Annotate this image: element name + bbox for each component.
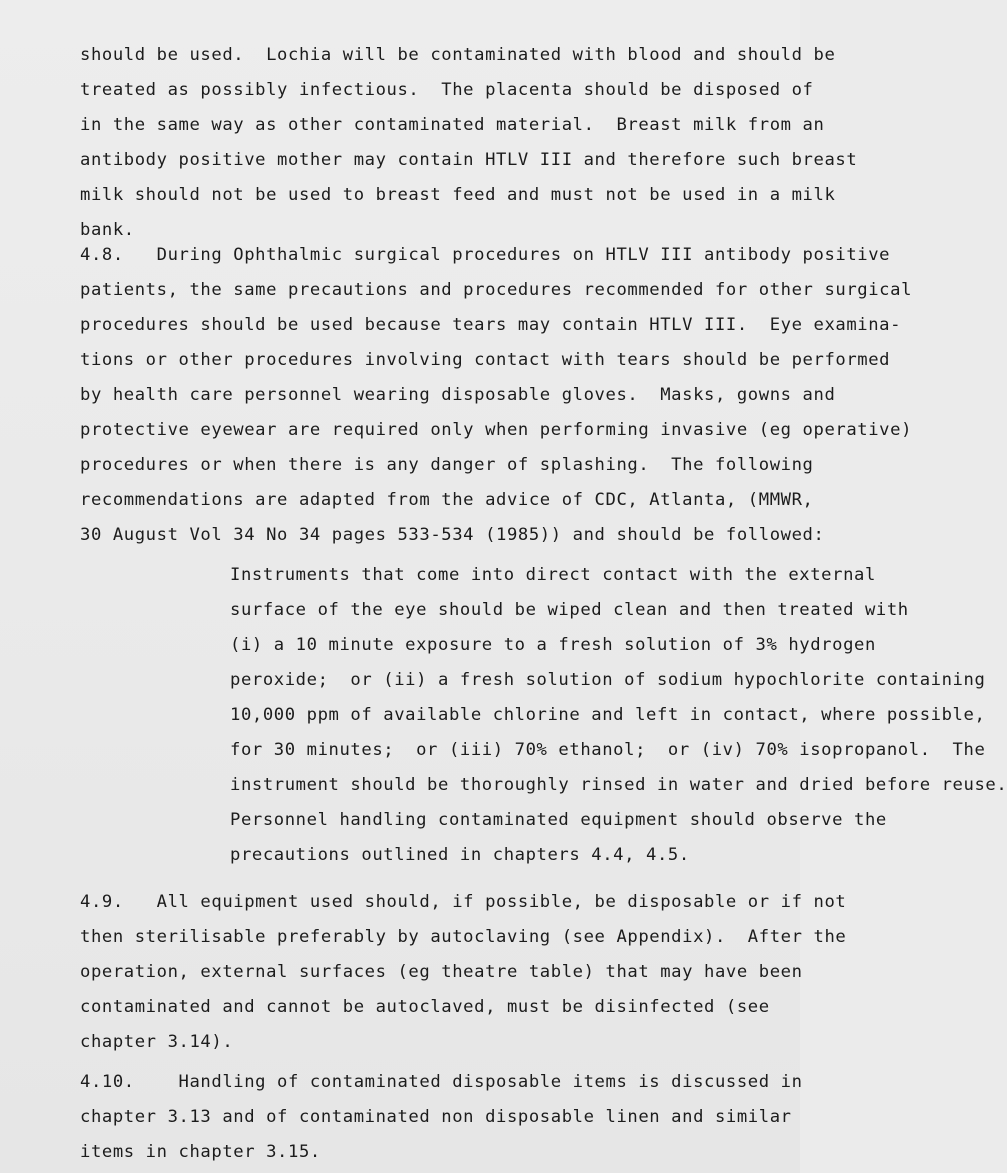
text-line: 4.9. All equipment used should, if possible, be disposable or if not [80, 892, 847, 912]
text-line: patients, the same precautions and procedures recommended for other surgical [80, 280, 913, 300]
text-line: milk should not be used to breast feed and must not be used in a milk [80, 185, 836, 205]
text-line: then sterilisable preferably by autoclaving (see Appendix). After the [80, 927, 847, 947]
text-line: procedures or when there is any danger of splashing. The following [80, 455, 814, 475]
text-line: (i) a 10 minute exposure to a fresh solution of 3% hydrogen [230, 635, 876, 655]
text-line: 4.10. Handling of contaminated disposable items is discussed in [80, 1072, 803, 1092]
text-line: 10,000 ppm of available chlorine and left in contact, where possible, [230, 705, 986, 725]
text-line: for 30 minutes; or (iii) 70% ethanol; or (iv) 70% isopropanol. The [230, 740, 986, 760]
text-line: should be used. Lochia will be contaminated with blood and should be [80, 45, 836, 65]
text-line: bank. [80, 220, 135, 240]
text-line: by health care personnel wearing disposable gloves. Masks, gowns and [80, 385, 836, 405]
text-line: 30 August Vol 34 No 34 pages 533-534 (1985)) and should be followed: [80, 525, 825, 545]
text-line: chapter 3.14). [80, 1032, 234, 1052]
text-line: surface of the eye should be wiped clean and then treated with [230, 600, 909, 620]
text-line: contaminated and cannot be autoclaved, must be disinfected (see [80, 997, 770, 1017]
text-line: instrument should be thoroughly rinsed in water and dried before reuse. [230, 775, 1007, 795]
text-line: in the same way as other contaminated material. Breast milk from an [80, 115, 825, 135]
text-line: precautions outlined in chapters 4.4, 4.5. [230, 845, 690, 865]
text-line: Personnel handling contaminated equipment should observe the [230, 810, 887, 830]
text-line: treated as possibly infectious. The placenta should be disposed of [80, 80, 814, 100]
text-line: protective eyewear are required only when performing invasive (eg operative) [80, 420, 913, 440]
text-line: items in chapter 3.15. [80, 1142, 321, 1162]
text-line: Instruments that come into direct contact with the external [230, 565, 876, 585]
text-line: antibody positive mother may contain HTLV III and therefore such breast [80, 150, 858, 170]
text-line: operation, external surfaces (eg theatre table) that may have been [80, 962, 803, 982]
text-line: chapter 3.13 and of contaminated non disposable linen and similar [80, 1107, 792, 1127]
text-line: peroxide; or (ii) a fresh solution of sodium hypochlorite containing [230, 670, 986, 690]
text-line: tions or other procedures involving contact with tears should be performed [80, 350, 891, 370]
text-line: procedures should be used because tears may contain HTLV III. Eye examina- [80, 315, 902, 335]
text-line: 4.8. During Ophthalmic surgical procedures on HTLV III antibody positive [80, 245, 891, 265]
text-line: recommendations are adapted from the advice of CDC, Atlanta, (MMWR, [80, 490, 814, 510]
